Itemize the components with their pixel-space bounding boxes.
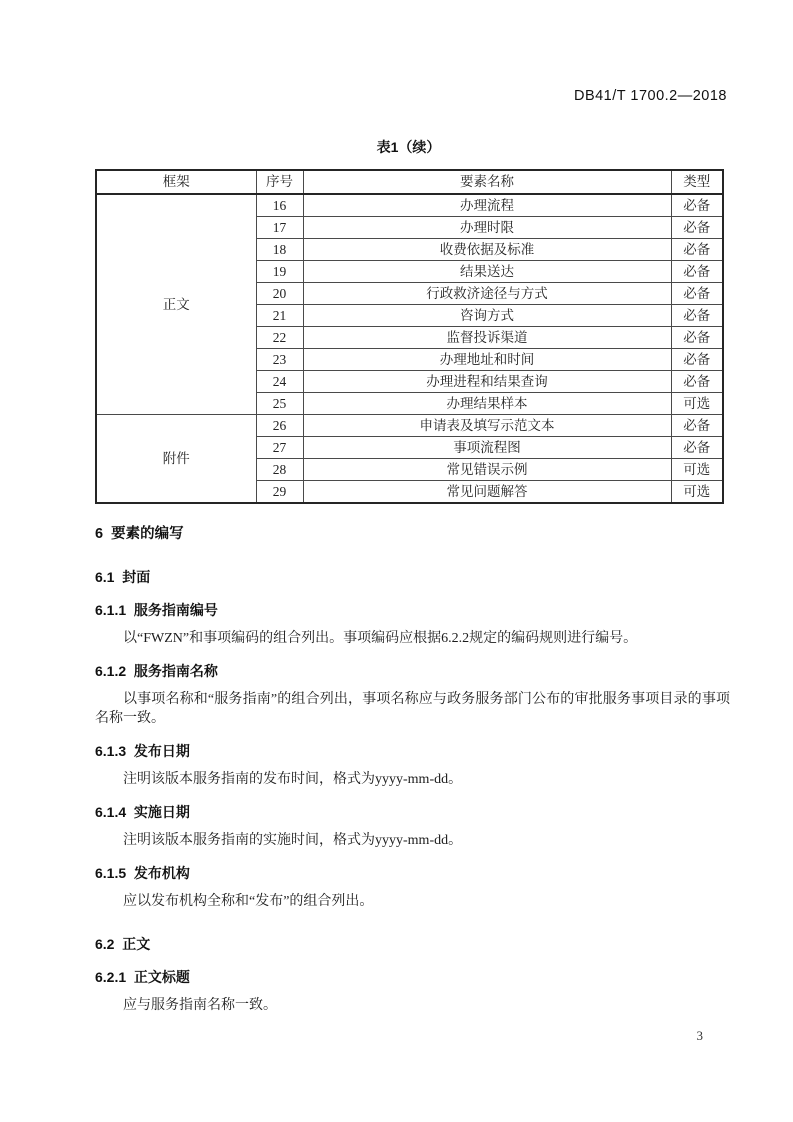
seq-cell: 24 xyxy=(256,371,303,393)
type-cell: 必备 xyxy=(671,305,723,327)
element-name-cell: 办理时限 xyxy=(303,217,671,239)
seq-cell: 18 xyxy=(256,239,303,261)
type-cell: 可选 xyxy=(671,481,723,504)
type-cell: 必备 xyxy=(671,371,723,393)
type-cell: 可选 xyxy=(671,459,723,481)
type-cell: 必备 xyxy=(671,437,723,459)
section-heading: 6.2.1 正文标题 xyxy=(95,969,190,985)
element-name-cell: 办理进程和结果查询 xyxy=(303,371,671,393)
paragraph: 注明该版本服务指南的发布时间，格式为yyyy-mm-dd。 xyxy=(123,772,463,787)
paragraph: 应与服务指南名称一致。 xyxy=(123,998,277,1013)
type-cell: 必备 xyxy=(671,349,723,371)
element-name-cell: 事项流程图 xyxy=(303,437,671,459)
type-cell: 必备 xyxy=(671,239,723,261)
seq-cell: 20 xyxy=(256,283,303,305)
seq-cell: 28 xyxy=(256,459,303,481)
element-name-cell: 常见问题解答 xyxy=(303,481,671,504)
seq-cell: 19 xyxy=(256,261,303,283)
paragraph: 以事项名称和“服务指南”的组合列出，事项名称应与政务服务部门公布的审批服务事项目录的事项名称一致。 xyxy=(95,692,730,726)
section-heading: 6.2 正文 xyxy=(95,936,151,952)
paragraph: 注明该版本服务指南的实施时间，格式为yyyy-mm-dd。 xyxy=(123,833,463,848)
section-heading: 6.1.5 发布机构 xyxy=(95,865,190,881)
page-number: 3 xyxy=(696,1028,703,1043)
element-name-cell: 常见错误示例 xyxy=(303,459,671,481)
section-heading: 6.1.3 发布日期 xyxy=(95,743,190,759)
element-name-cell: 办理地址和时间 xyxy=(303,349,671,371)
seq-cell: 26 xyxy=(256,415,303,437)
column-header: 框架 xyxy=(96,170,256,194)
section-heading: 6 要素的编写 xyxy=(95,526,184,542)
type-cell: 必备 xyxy=(671,283,723,305)
type-cell: 必备 xyxy=(671,194,723,217)
type-cell: 可选 xyxy=(671,393,723,415)
table-header xyxy=(96,170,723,194)
element-name-cell: 办理结果样本 xyxy=(303,393,671,415)
seq-cell: 27 xyxy=(256,437,303,459)
seq-cell: 16 xyxy=(256,194,303,217)
type-cell: 必备 xyxy=(671,217,723,239)
element-name-cell: 申请表及填写示范文本 xyxy=(303,415,671,437)
seq-cell: 22 xyxy=(256,327,303,349)
paragraph: 以“FWZN”和事项编码的组合列出。事项编码应根据6.2.2规定的编码规则进行编号。 xyxy=(123,631,638,646)
type-cell: 必备 xyxy=(671,261,723,283)
standard-code: DB41/T 1700.2—2018 xyxy=(573,88,727,104)
seq-cell: 29 xyxy=(256,481,303,504)
seq-cell: 25 xyxy=(256,393,303,415)
table-header-row xyxy=(96,170,723,194)
section-heading: 6.1 封面 xyxy=(95,569,151,585)
element-name-cell: 行政救济途径与方式 xyxy=(303,283,671,305)
table-row xyxy=(96,415,723,437)
element-name-cell: 咨询方式 xyxy=(303,305,671,327)
element-name-cell: 结果送达 xyxy=(303,261,671,283)
type-cell: 必备 xyxy=(671,327,723,349)
element-name-cell: 监督投诉渠道 xyxy=(303,327,671,349)
body-sections xyxy=(95,491,730,1015)
table-body xyxy=(96,194,723,503)
seq-cell: 21 xyxy=(256,305,303,327)
seq-cell: 23 xyxy=(256,349,303,371)
elements-table xyxy=(95,169,724,504)
type-cell: 必备 xyxy=(671,415,723,437)
column-header: 类型 xyxy=(671,170,723,194)
column-header: 序号 xyxy=(256,170,303,194)
section-heading: 6.1.1 服务指南编号 xyxy=(95,602,218,618)
frame-cell: 正文 xyxy=(96,194,256,415)
element-name-cell: 办理流程 xyxy=(303,194,671,217)
section-heading: 6.1.4 实施日期 xyxy=(95,804,190,820)
section-heading: 6.1.2 服务指南名称 xyxy=(95,663,218,679)
element-name-cell: 收费依据及标准 xyxy=(303,239,671,261)
frame-cell: 附件 xyxy=(96,415,256,504)
seq-cell: 17 xyxy=(256,217,303,239)
column-header: 要素名称 xyxy=(303,170,671,194)
table-row xyxy=(96,194,723,217)
table-title: 表1（续） xyxy=(376,139,441,155)
paragraph: 应以发布机构全称和“发布”的组合列出。 xyxy=(123,894,374,909)
